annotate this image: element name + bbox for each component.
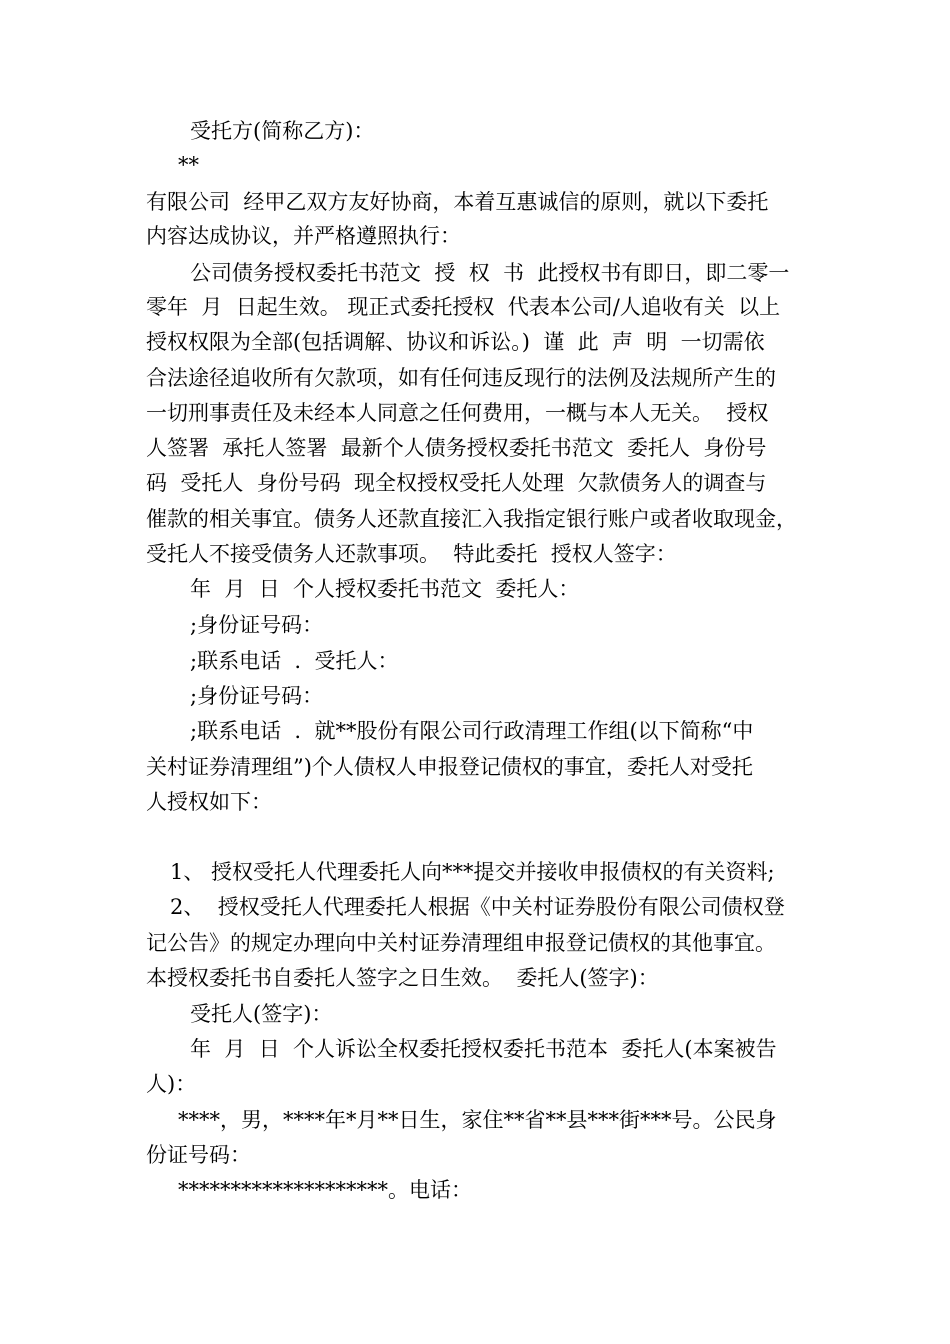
text-line: 有限公司 经甲乙双方友好协商，本着互惠诚信的原则，就以下委托	[146, 190, 769, 214]
text-line: 本授权委托书自委托人签字之日生效。 委托人(签字)：	[146, 966, 659, 990]
text-line: ;身份证号码：	[190, 613, 324, 637]
text-line: 人签署 承托人签署 最新个人债务授权委托书范文 委托人 身份号	[146, 436, 767, 460]
text-line: 年 月 日 个人授权委托书范文 委托人：	[190, 577, 580, 601]
text-line: 年 月 日 个人诉讼全权委托授权委托书范本 委托人(本案被告	[190, 1037, 777, 1061]
text-line: 零年 月 日起生效。 现正式委托授权 代表本公司/人追收有关 以上	[146, 295, 781, 319]
text-line: 内容达成协议，并严格遵照执行：	[146, 224, 461, 248]
text-line: 关村证券清理组”)个人债权人申报登记债权的事宜，委托人对受托	[146, 755, 753, 779]
text-line: 人授权如下：	[146, 790, 272, 814]
text-line: 受托人不接受债务人还款事项。 特此委托 授权人签字：	[146, 542, 677, 566]
text-line: ;联系电话 . 受托人：	[190, 649, 399, 673]
text-line: 授权权限为全部(包括调解、协议和诉讼。) 谨 此 声 明 一切需依	[146, 330, 765, 354]
text-line: 公司债务授权委托书范文 授 权 书 此授权书有即日，即二零一	[190, 261, 790, 285]
text-line: 受托方(简称乙方)：	[190, 119, 375, 143]
text-line: 合法途径追收所有欠款项，如有任何违反现行的法例及法规所产生的	[146, 366, 776, 390]
list-item: 1、 授权受托人代理委托人向***提交并接收申报债权的有关资料;	[170, 860, 775, 884]
text-line: 催款的相关事宜。债务人还款直接汇入我指定银行账户或者收取现金，	[146, 507, 797, 531]
text-line: 记公告》的规定办理向中关村证券清理组申报登记债权的其他事宜。	[146, 931, 776, 955]
text-line: **	[178, 153, 199, 177]
text-line: 一切刑事责任及未经本人同意之任何费用，一概与本人无关。 授权	[146, 401, 769, 425]
text-line: 码 受托人 身份号码 现全权授权受托人处理 欠款债务人的调查与	[146, 471, 767, 495]
text-line: ;联系电话 . 就**股份有限公司行政清理工作组(以下简称“中	[190, 719, 754, 743]
text-line: 份证号码：	[146, 1143, 251, 1167]
text-line: 受托人(签字)：	[190, 1002, 333, 1026]
text-line: 人)：	[146, 1072, 197, 1096]
text-line: ********************。电话：	[178, 1178, 472, 1202]
text-line: ;身份证号码：	[190, 684, 324, 708]
text-line: ****，男，****年*月**日生，家住**省**县***街***号。公民身	[178, 1108, 777, 1132]
list-item: 2、 授权受托人代理委托人根据《中关村证券股份有限公司债权登	[170, 895, 785, 919]
